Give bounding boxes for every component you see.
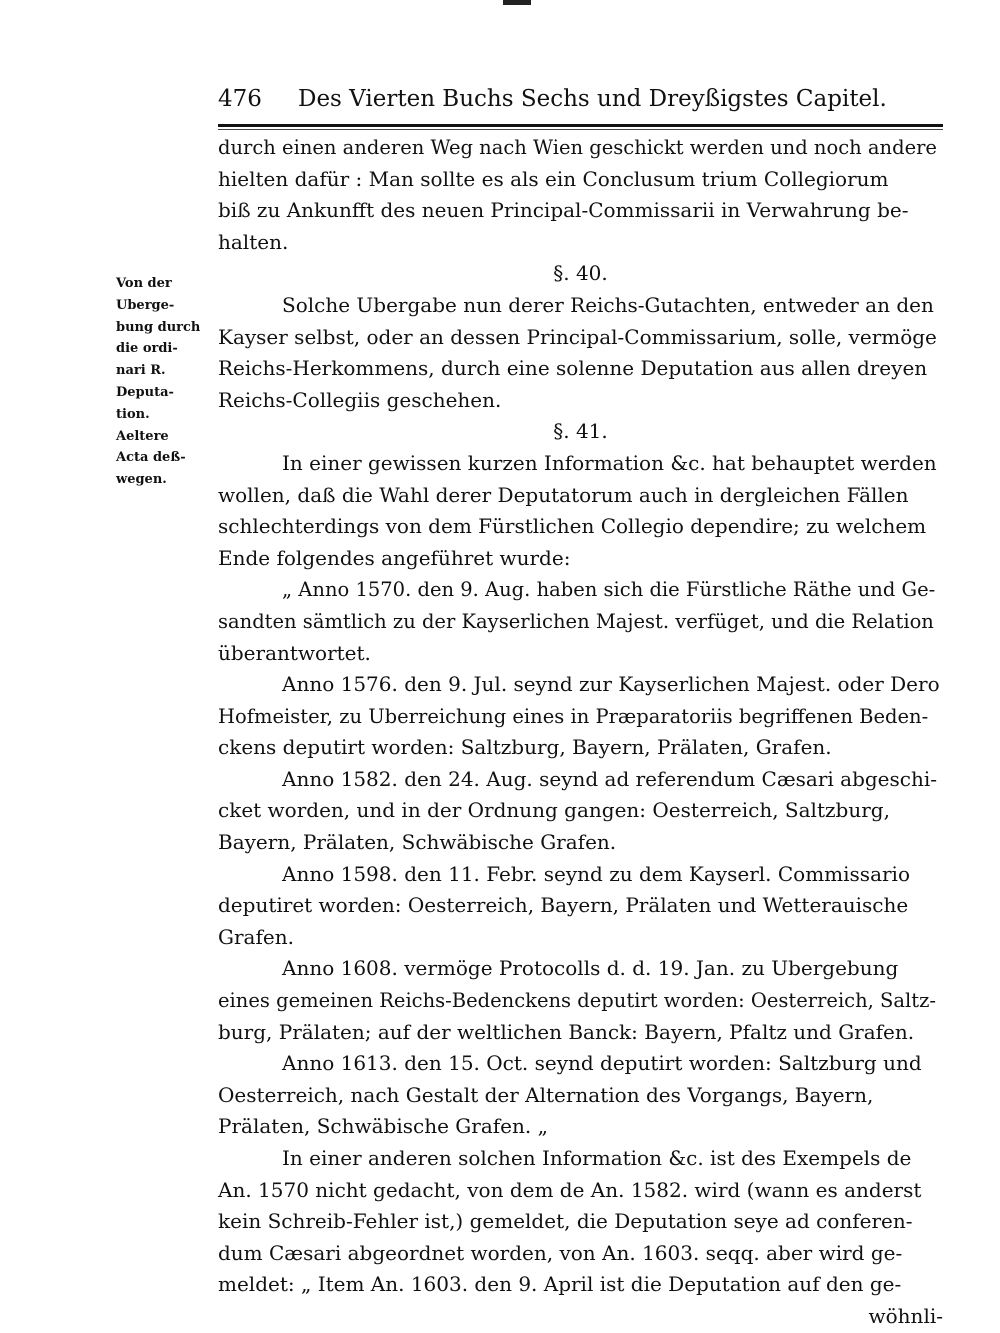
section-heading: §. 41. [553, 419, 608, 444]
margin-note-line: tion. [116, 406, 150, 422]
text-line: kein Schreib-Fehler ist,) gemeldet, die Deputation seye ad conferen- [218, 1209, 913, 1234]
text-line: halten. [218, 229, 289, 254]
section-heading: §. 40. [553, 261, 608, 286]
page-header [218, 86, 943, 122]
margin-note-line: die ordi- [116, 341, 178, 357]
margin-note-line: bung durch [116, 319, 201, 335]
text-line: Anno 1582. den 24. Aug. seynd ad referendum Cæsari abgeschi- [282, 766, 938, 791]
text-line: Anno 1613. den 15. Oct. seynd deputirt worden: Saltzburg und [282, 1051, 922, 1076]
text-line: cket worden, und in der Ordnung gangen: Oesterreich, Saltzburg, [218, 798, 890, 823]
text-line: meldet: „ Item An. 1603. den 9. April ist die Deputation auf den ge- [218, 1272, 902, 1297]
text-line: „ Anno 1570. den 9. Aug. haben sich die Fürstliche Räthe und Ge- [282, 578, 936, 602]
text-line: Solche Ubergabe nun derer Reichs-Gutachten, entweder an den [282, 292, 934, 317]
margin-note-line: Uberge- [116, 297, 175, 313]
text-line: durch einen anderen Weg nach Wien geschickt werden und noch andere [218, 136, 937, 159]
text-line: dum Cæsari abgeordnet worden, von An. 1603. seqq. aber wird ge- [218, 1240, 903, 1265]
text-line: Anno 1608. vermöge Protocolls d. d. 19. Jan. zu Ubergebung [282, 956, 899, 981]
text-line: Hofmeister, zu Uberreichung eines in Præparatoriis begriffenen Beden- [218, 704, 929, 728]
text-line: sandten sämtlich zu der Kayserlichen Majest. verfüget, und die Relation [218, 609, 934, 633]
running-title: Des Vierten Buchs Sechs und Dreyßigstes Capitel. [298, 86, 887, 112]
text-line: In einer anderen solchen Information &c. ist des Exempels de [282, 1146, 912, 1170]
text-line: Reichs-Herkommens, durch eine solenne Deputation aus allen dreyen [218, 356, 928, 381]
text-line: schlechterdings von dem Fürstlichen Collegio dependire; zu welchem [218, 514, 927, 539]
margin-note [116, 273, 212, 491]
text-line: Anno 1598. den 11. Febr. seynd zu dem Kayserl. Commissario [282, 861, 910, 886]
text-line: Reichs-Collegiis geschehen. [218, 387, 502, 412]
text-line: Bayern, Prälaten, Schwäbische Grafen. [218, 830, 617, 855]
margin-note-line: wegen. [116, 472, 167, 488]
text-line: deputiret worden: Oesterreich, Bayern, Prälaten und Wetterauische [218, 893, 909, 918]
text-line: Ende folgendes angeführet wurde: [218, 545, 571, 570]
text-line: Grafen. [218, 924, 294, 949]
text-line: Kayser selbst, oder an dessen Principal-Commissarium, solle, vermöge [218, 324, 937, 349]
text-line: An. 1570 nicht gedacht, von dem de An. 1582. wird (wann es anderst [218, 1177, 922, 1202]
top-edge-mark [503, 0, 531, 5]
text-line: Oesterreich, nach Gestalt der Alternation des Vorgangs, Bayern, [218, 1082, 874, 1107]
text-line: ckens deputirt worden: Saltzburg, Bayern, Prälaten, Grafen. [218, 735, 832, 760]
text-line: Anno 1576. den 9. Jul. seynd zur Kayserlichen Majest. oder Dero [282, 672, 940, 697]
text-line: In einer gewissen kurzen Information &c. hat behauptet werden [282, 450, 937, 475]
text-line: Prälaten, Schwäbische Grafen. „ [218, 1114, 548, 1139]
text-line: biß zu Ankunfft des neuen Principal-Commissarii in Verwahrung be- [218, 198, 909, 223]
catchword: wöhnli- [868, 1303, 943, 1328]
margin-note-line: Aeltere [116, 428, 169, 444]
text-line: überantwortet. [218, 640, 371, 665]
header-rule-thin [218, 129, 943, 130]
margin-note-line: Acta deß- [116, 450, 186, 466]
text-line: hielten dafür : Man sollte es als ein Conclusum trium Collegiorum [218, 166, 889, 191]
margin-note-line: nari R. [116, 363, 166, 379]
page-number: 476 [218, 86, 262, 112]
body-text [218, 132, 943, 1333]
text-line: wollen, daß die Wahl derer Deputatorum auch in dergleichen Fällen [218, 482, 909, 507]
text-line: eines gemeinen Reichs-Bedenckens deputirt worden: Oesterreich, Saltz- [218, 989, 936, 1013]
header-rule [218, 124, 943, 127]
margin-note-line: Von der [116, 276, 172, 291]
text-line: burg, Prälaten; auf der weltlichen Banck: Bayern, Pfaltz und Grafen. [218, 1019, 915, 1044]
margin-note-line: Deputa- [116, 384, 174, 400]
